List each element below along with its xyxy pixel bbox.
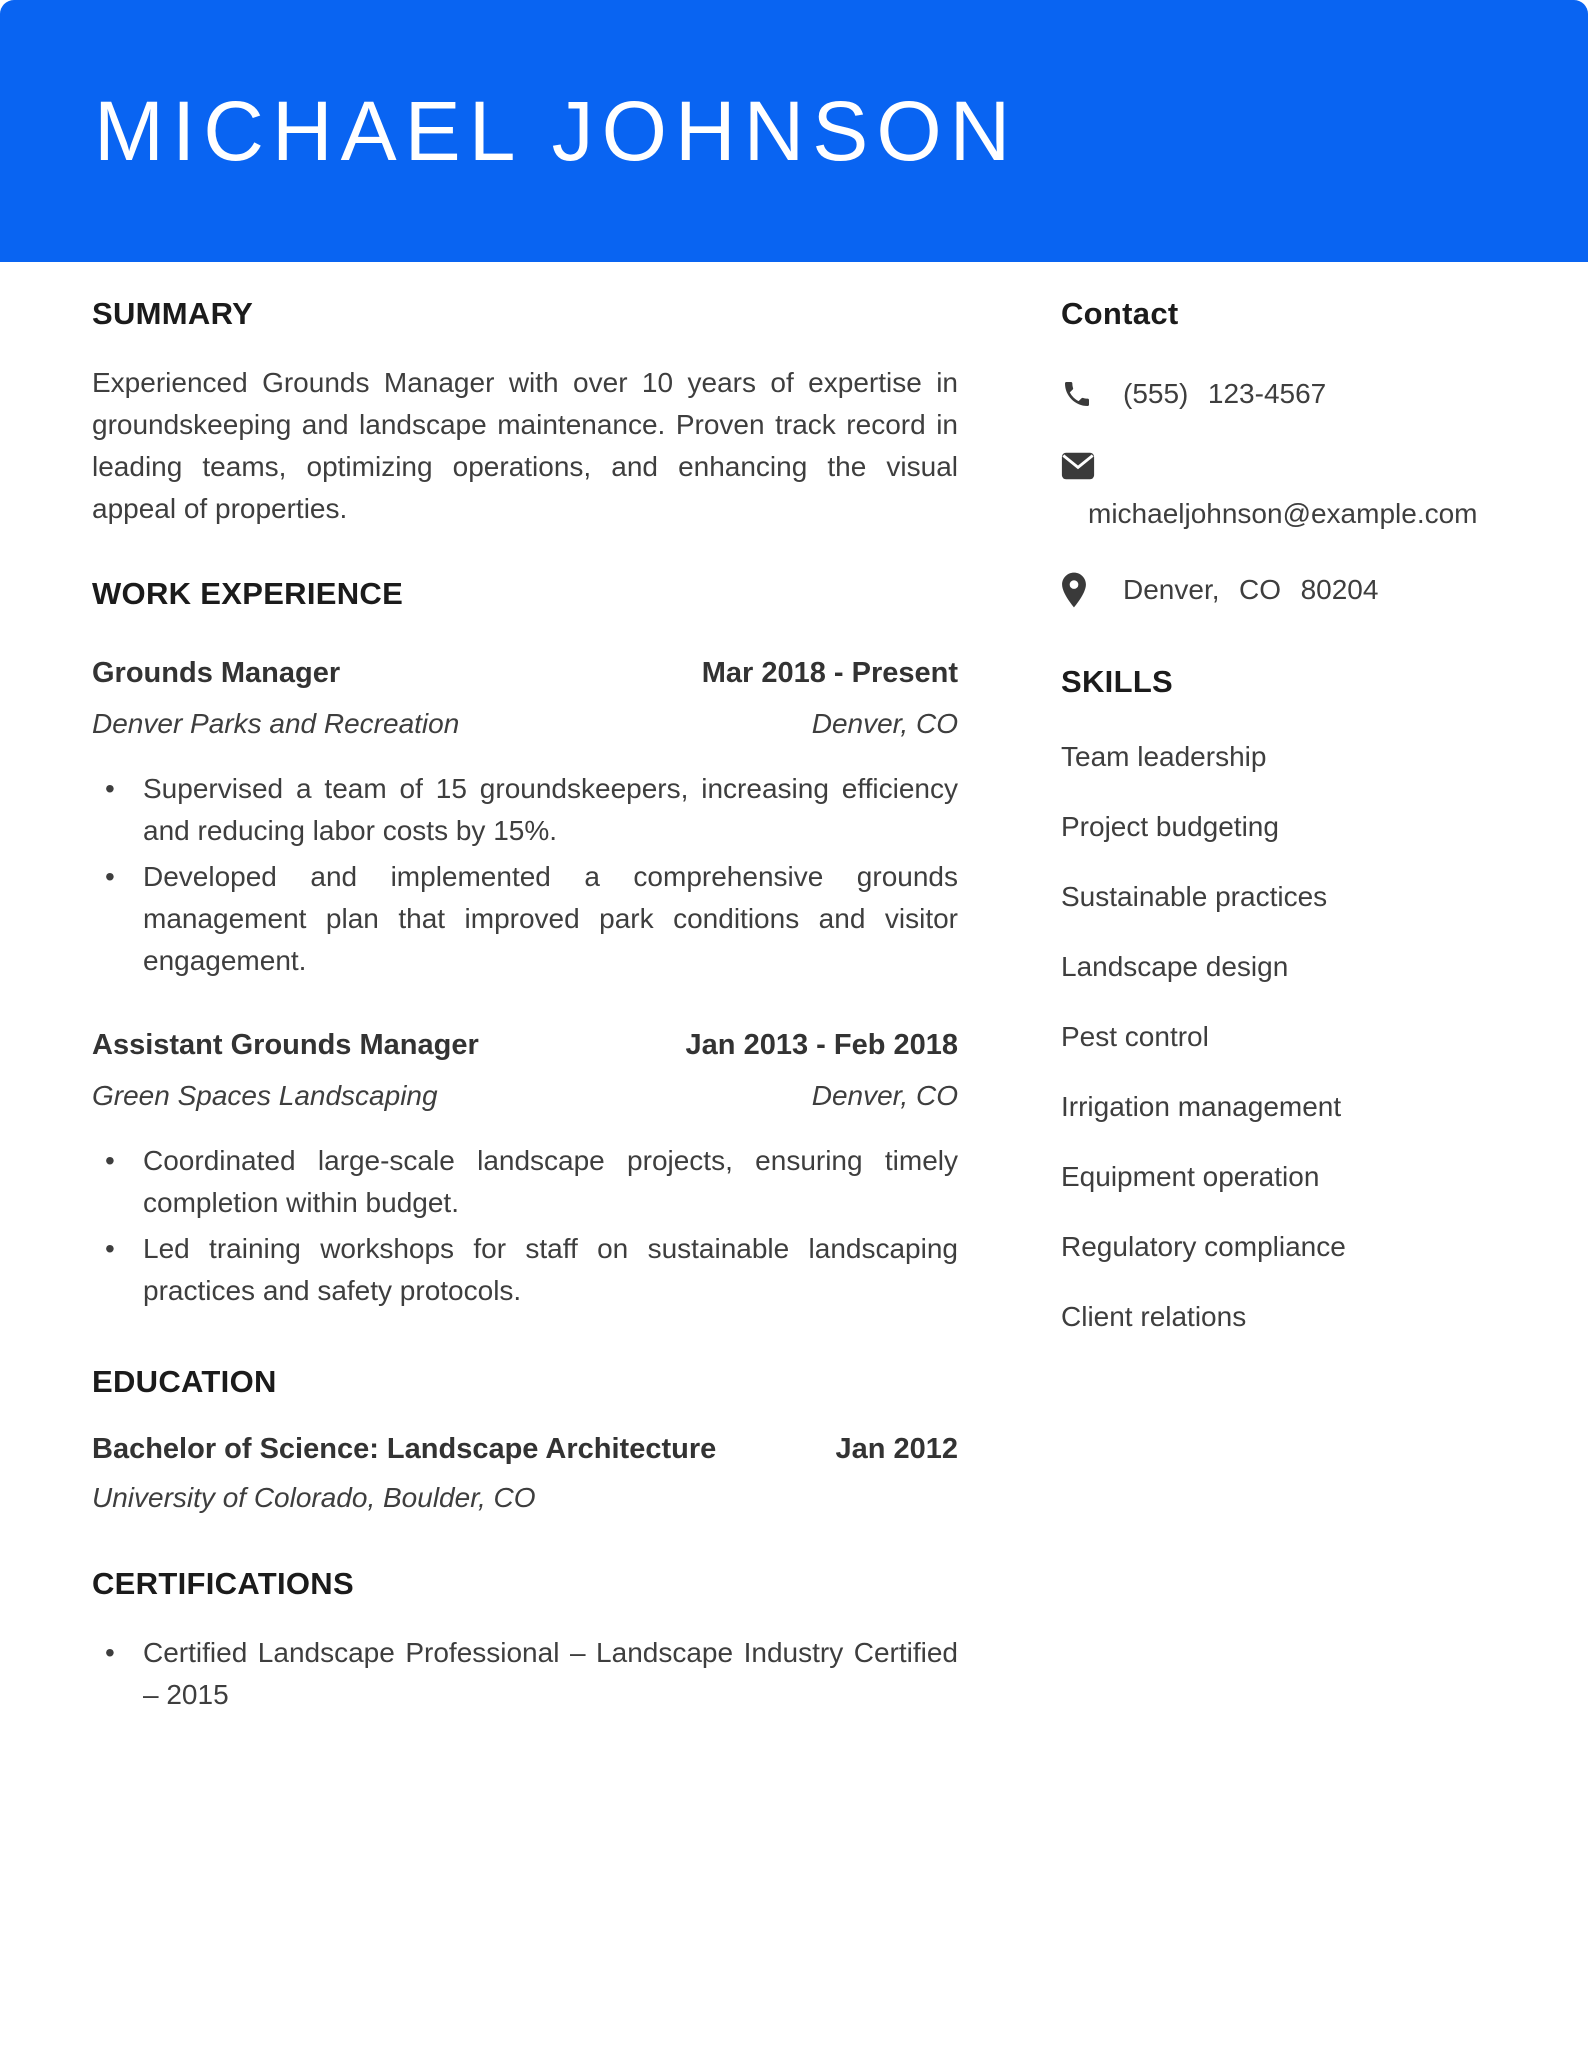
contact-location-row (1061, 572, 1496, 608)
skill-item: Landscape design (1061, 951, 1289, 982)
main-column (92, 296, 958, 1720)
education-heading: EDUCATION (92, 1364, 277, 1399)
job-company: Green Spaces Landscaping (92, 1080, 438, 1111)
summary-heading: SUMMARY (92, 296, 254, 331)
education-date: Jan 2012 (835, 1433, 958, 1465)
job-entry-assistant-grounds-manager (92, 1026, 958, 1312)
contact-section (1061, 296, 1496, 608)
email-address: michaeljohnson@example.com (1088, 498, 1478, 529)
skill-item: Equipment operation (1061, 1161, 1320, 1192)
bullet-item: • Led training workshops for staff on sustainable landscaping practices and safety protocols. (143, 1228, 958, 1312)
contact-phone-row (1061, 376, 1496, 412)
school-name: University of Colorado, Boulder, CO (92, 1482, 536, 1513)
certification-list (92, 1632, 958, 1716)
skill-item: Sustainable practices (1061, 881, 1328, 912)
content-area (0, 262, 1588, 1780)
job-subheader-row (92, 706, 958, 742)
skill-item: Pest control (1061, 1021, 1209, 1052)
contact-email-row (1061, 452, 1496, 532)
job-header-row (92, 1026, 958, 1064)
bullet-item: • Coordinated large-scale landscape projects, ensuring timely completion within budget. (143, 1140, 958, 1224)
job-title: Assistant Grounds Manager (92, 1029, 479, 1061)
skill-item: Regulatory compliance (1061, 1231, 1346, 1262)
work-experience-section (92, 576, 958, 1312)
summary-text: Experienced Grounds Manager with over 10 years of expertise in groundskeeping and landscape maintenance. Proven track record in leading teams, optimizing operations, and enhancing the visual appeal of properties. (92, 367, 958, 524)
bullet-item: • Developed and implemented a comprehensive grounds management plan that improved park conditions and visitor engagement. (143, 856, 958, 982)
education-section (92, 1364, 958, 1516)
candidate-name: MICHAEL JOHNSON (94, 83, 1019, 178)
map-pin-icon (1061, 572, 1097, 608)
job-bullet-list (92, 768, 958, 982)
job-bullet-list (92, 1140, 958, 1312)
job-subheader-row (92, 1078, 958, 1114)
sidebar-column (1061, 296, 1496, 1720)
certifications-heading: CERTIFICATIONS (92, 1566, 354, 1601)
skills-heading: SKILLS (1061, 664, 1174, 699)
job-company: Denver Parks and Recreation (92, 708, 460, 739)
job-dates: Mar 2018 - Present (701, 657, 958, 689)
job-location: Denver, CO (811, 1080, 958, 1111)
job-location: Denver, CO (811, 708, 958, 739)
header-banner (0, 0, 1588, 262)
job-dates: Jan 2013 - Feb 2018 (685, 1029, 958, 1061)
skill-item: Project budgeting (1061, 811, 1279, 842)
job-title: Grounds Manager (92, 657, 341, 689)
degree-title: Bachelor of Science: Landscape Architecture (92, 1433, 717, 1465)
education-subheader-row (92, 1480, 958, 1516)
phone-number: (555) 123-4567 (1123, 378, 1327, 409)
job-entry-grounds-manager (92, 654, 958, 982)
work-experience-heading: WORK EXPERIENCE (92, 576, 404, 611)
job-header-row (92, 654, 958, 692)
skill-item: Irrigation management (1061, 1091, 1342, 1122)
certifications-section (92, 1566, 958, 1716)
education-header-row (92, 1430, 958, 1468)
certification-item: • Certified Landscape Professional – Landscape Industry Certified – 2015 (143, 1632, 958, 1716)
envelope-icon (1061, 452, 1097, 480)
contact-heading: Contact (1061, 296, 1179, 331)
location-text: Denver, CO 80204 (1123, 574, 1379, 605)
skill-item: Team leadership (1061, 741, 1267, 772)
skills-section (1061, 664, 1496, 1332)
summary-section (92, 296, 958, 530)
bullet-item: • Supervised a team of 15 groundskeepers, increasing efficiency and reducing labor costs by 15%. (143, 768, 958, 852)
skill-item: Client relations (1061, 1301, 1247, 1332)
phone-icon (1061, 378, 1097, 410)
